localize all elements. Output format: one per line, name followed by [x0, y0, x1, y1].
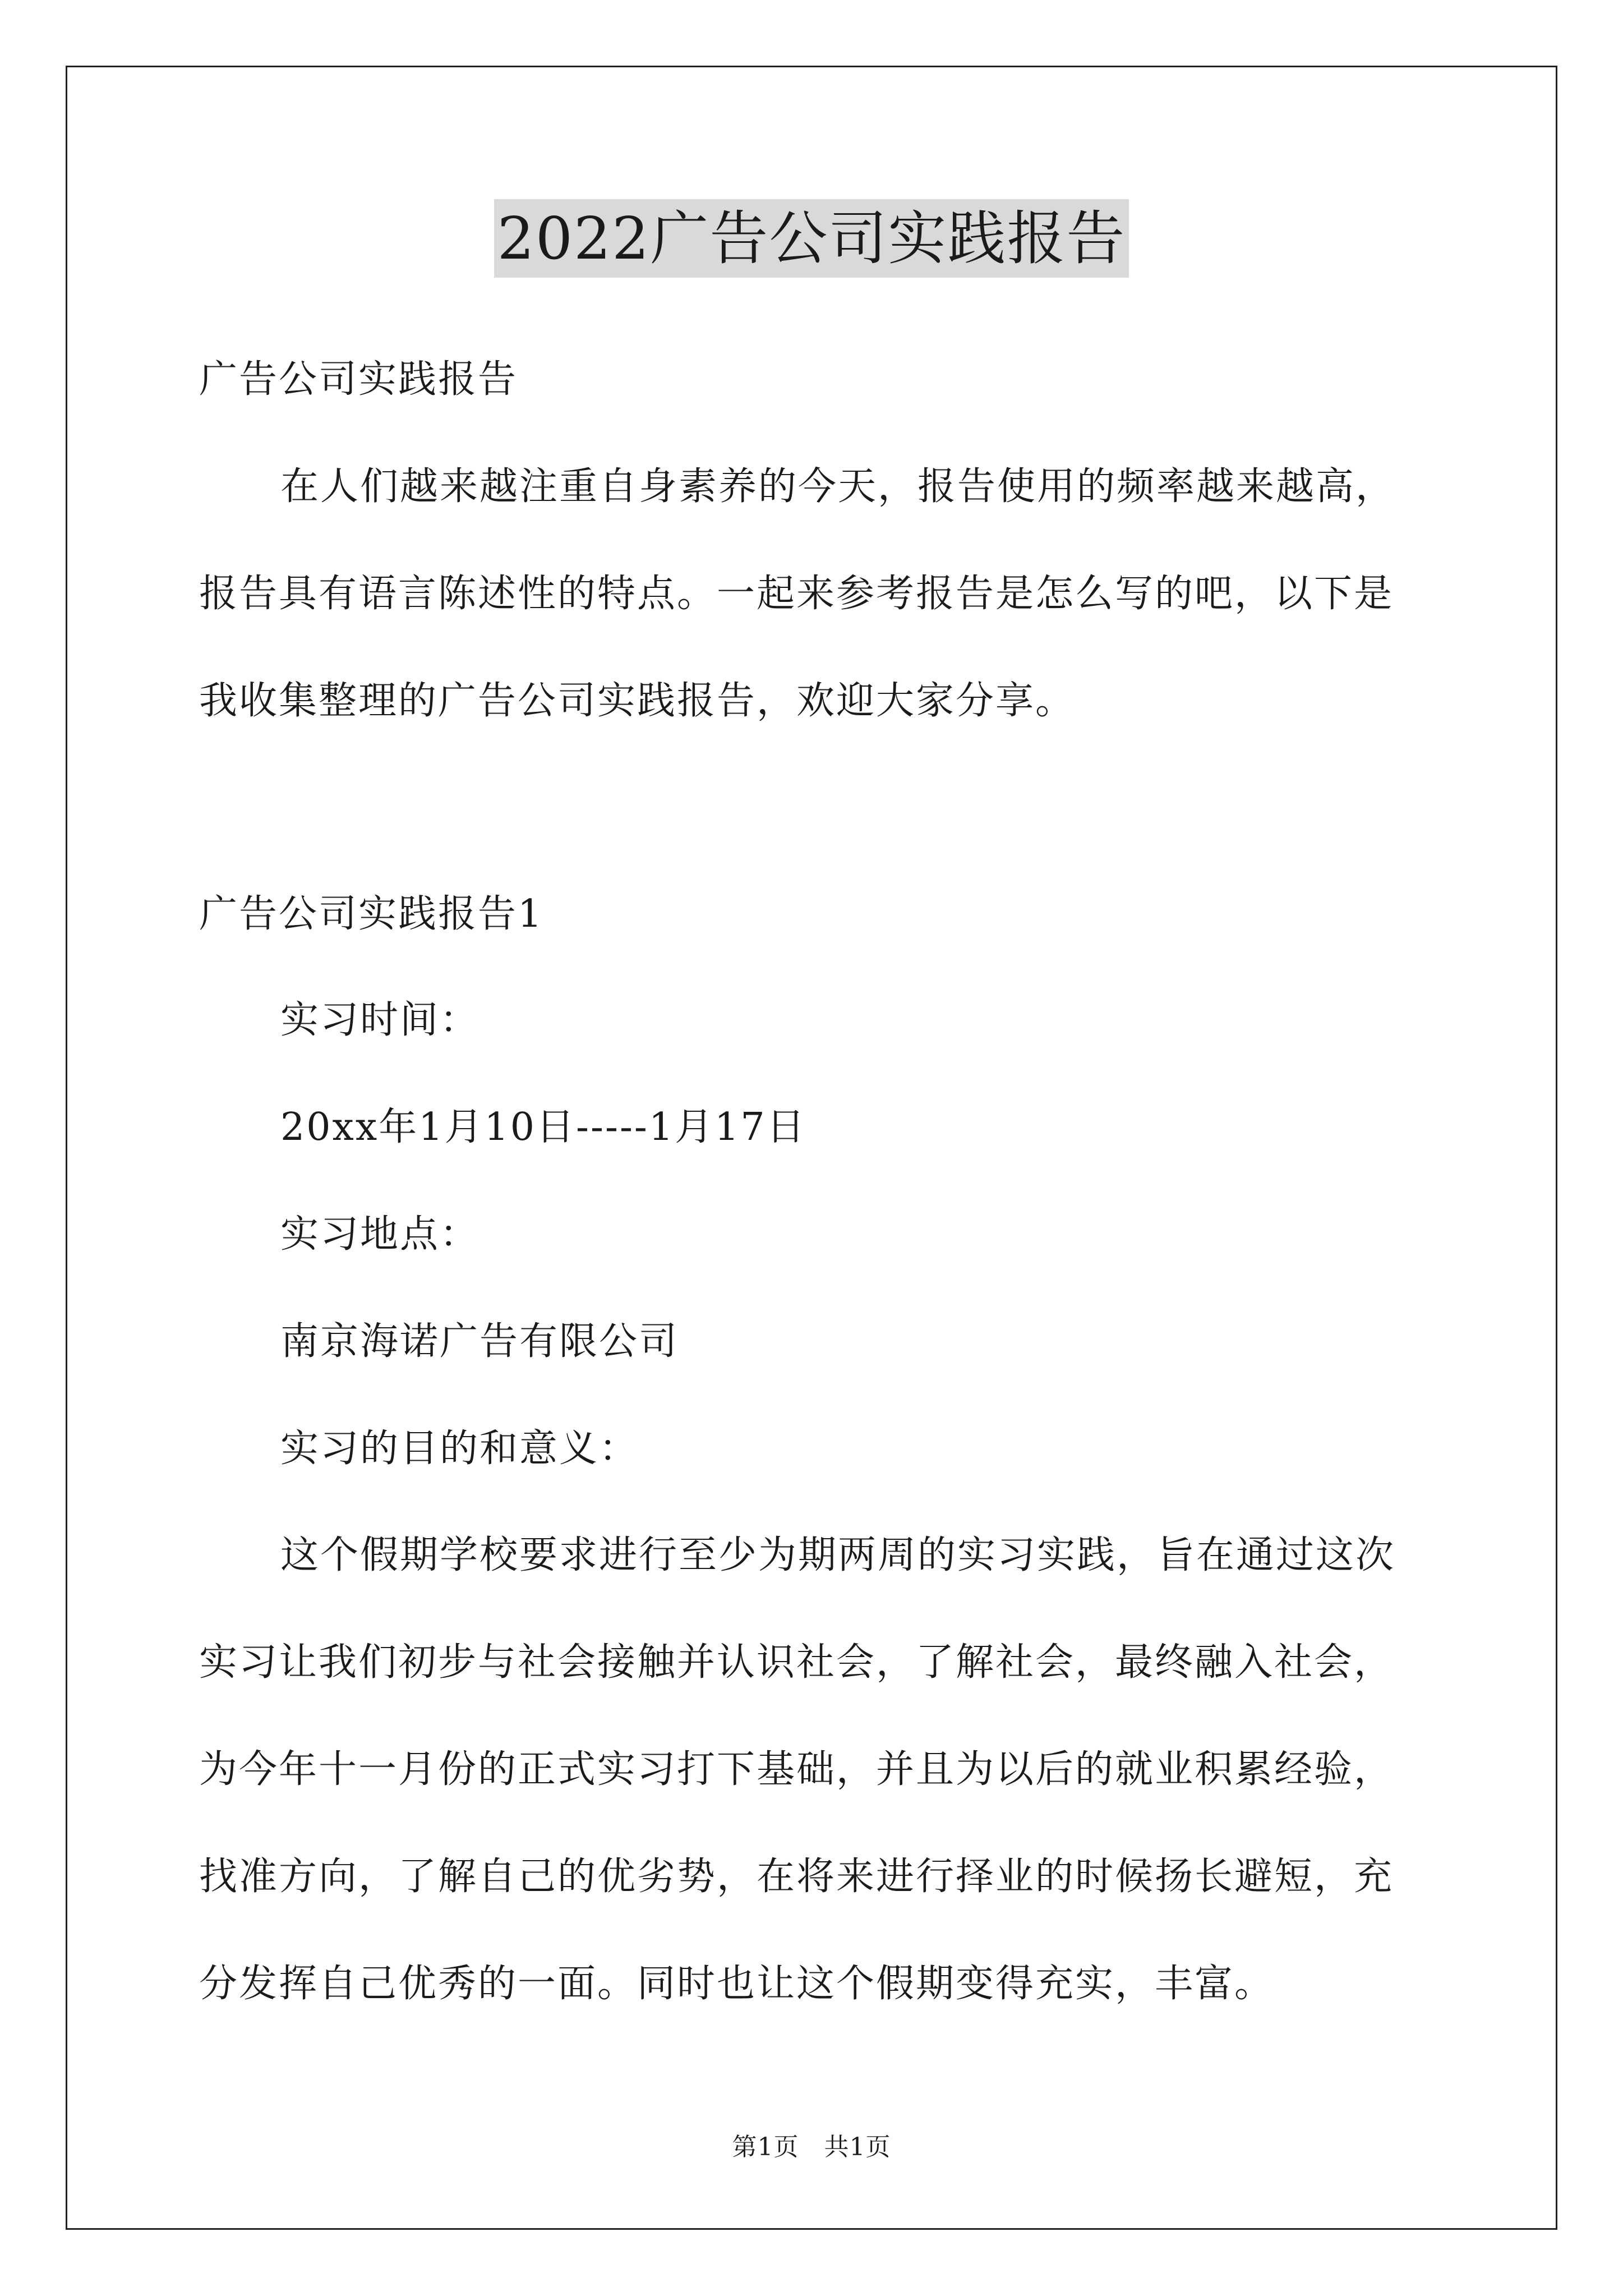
purpose-line: 分发挥自己优秀的一面。同时也让这个假期变得充实，丰富。 — [199, 1962, 1275, 2006]
intro-line: 我收集整理的广告公司实践报告，欢迎大家分享。 — [199, 679, 1076, 723]
document-title: 2022广告公司实践报告 — [494, 199, 1129, 278]
time-label: 实习时间： — [280, 998, 480, 1042]
purpose-label: 实习的目的和意义： — [280, 1427, 639, 1471]
place-value: 南京海诺广告有限公司 — [280, 1319, 679, 1364]
section-heading: 广告公司实践报告1 — [199, 892, 544, 936]
subtitle: 广告公司实践报告 — [199, 357, 518, 402]
page-number: 第1页 共1页 — [732, 2133, 891, 2161]
title-container — [0, 199, 1623, 278]
time-value: 20xx年1月10日-----1月17日 — [280, 1105, 806, 1149]
purpose-line: 这个假期学校要求进行至少为期两周的实习实践，旨在通过这次 — [280, 1533, 1396, 1577]
purpose-line: 为今年十一月份的正式实习打下基础，并且为以后的就业积累经验， — [199, 1747, 1394, 1792]
intro-line: 在人们越来越注重自身素养的今天，报告使用的频率越来越高， — [280, 464, 1396, 509]
place-label: 实习地点： — [280, 1212, 480, 1257]
intro-line: 报告具有语言陈述性的特点。一起来参考报告是怎么写的吧，以下是 — [199, 572, 1394, 616]
purpose-line: 找准方向，了解自己的优劣势，在将来进行择业的时候扬长避短，充 — [199, 1855, 1394, 1899]
purpose-line: 实习让我们初步与社会接触并认识社会，了解社会，最终融入社会， — [199, 1640, 1394, 1685]
